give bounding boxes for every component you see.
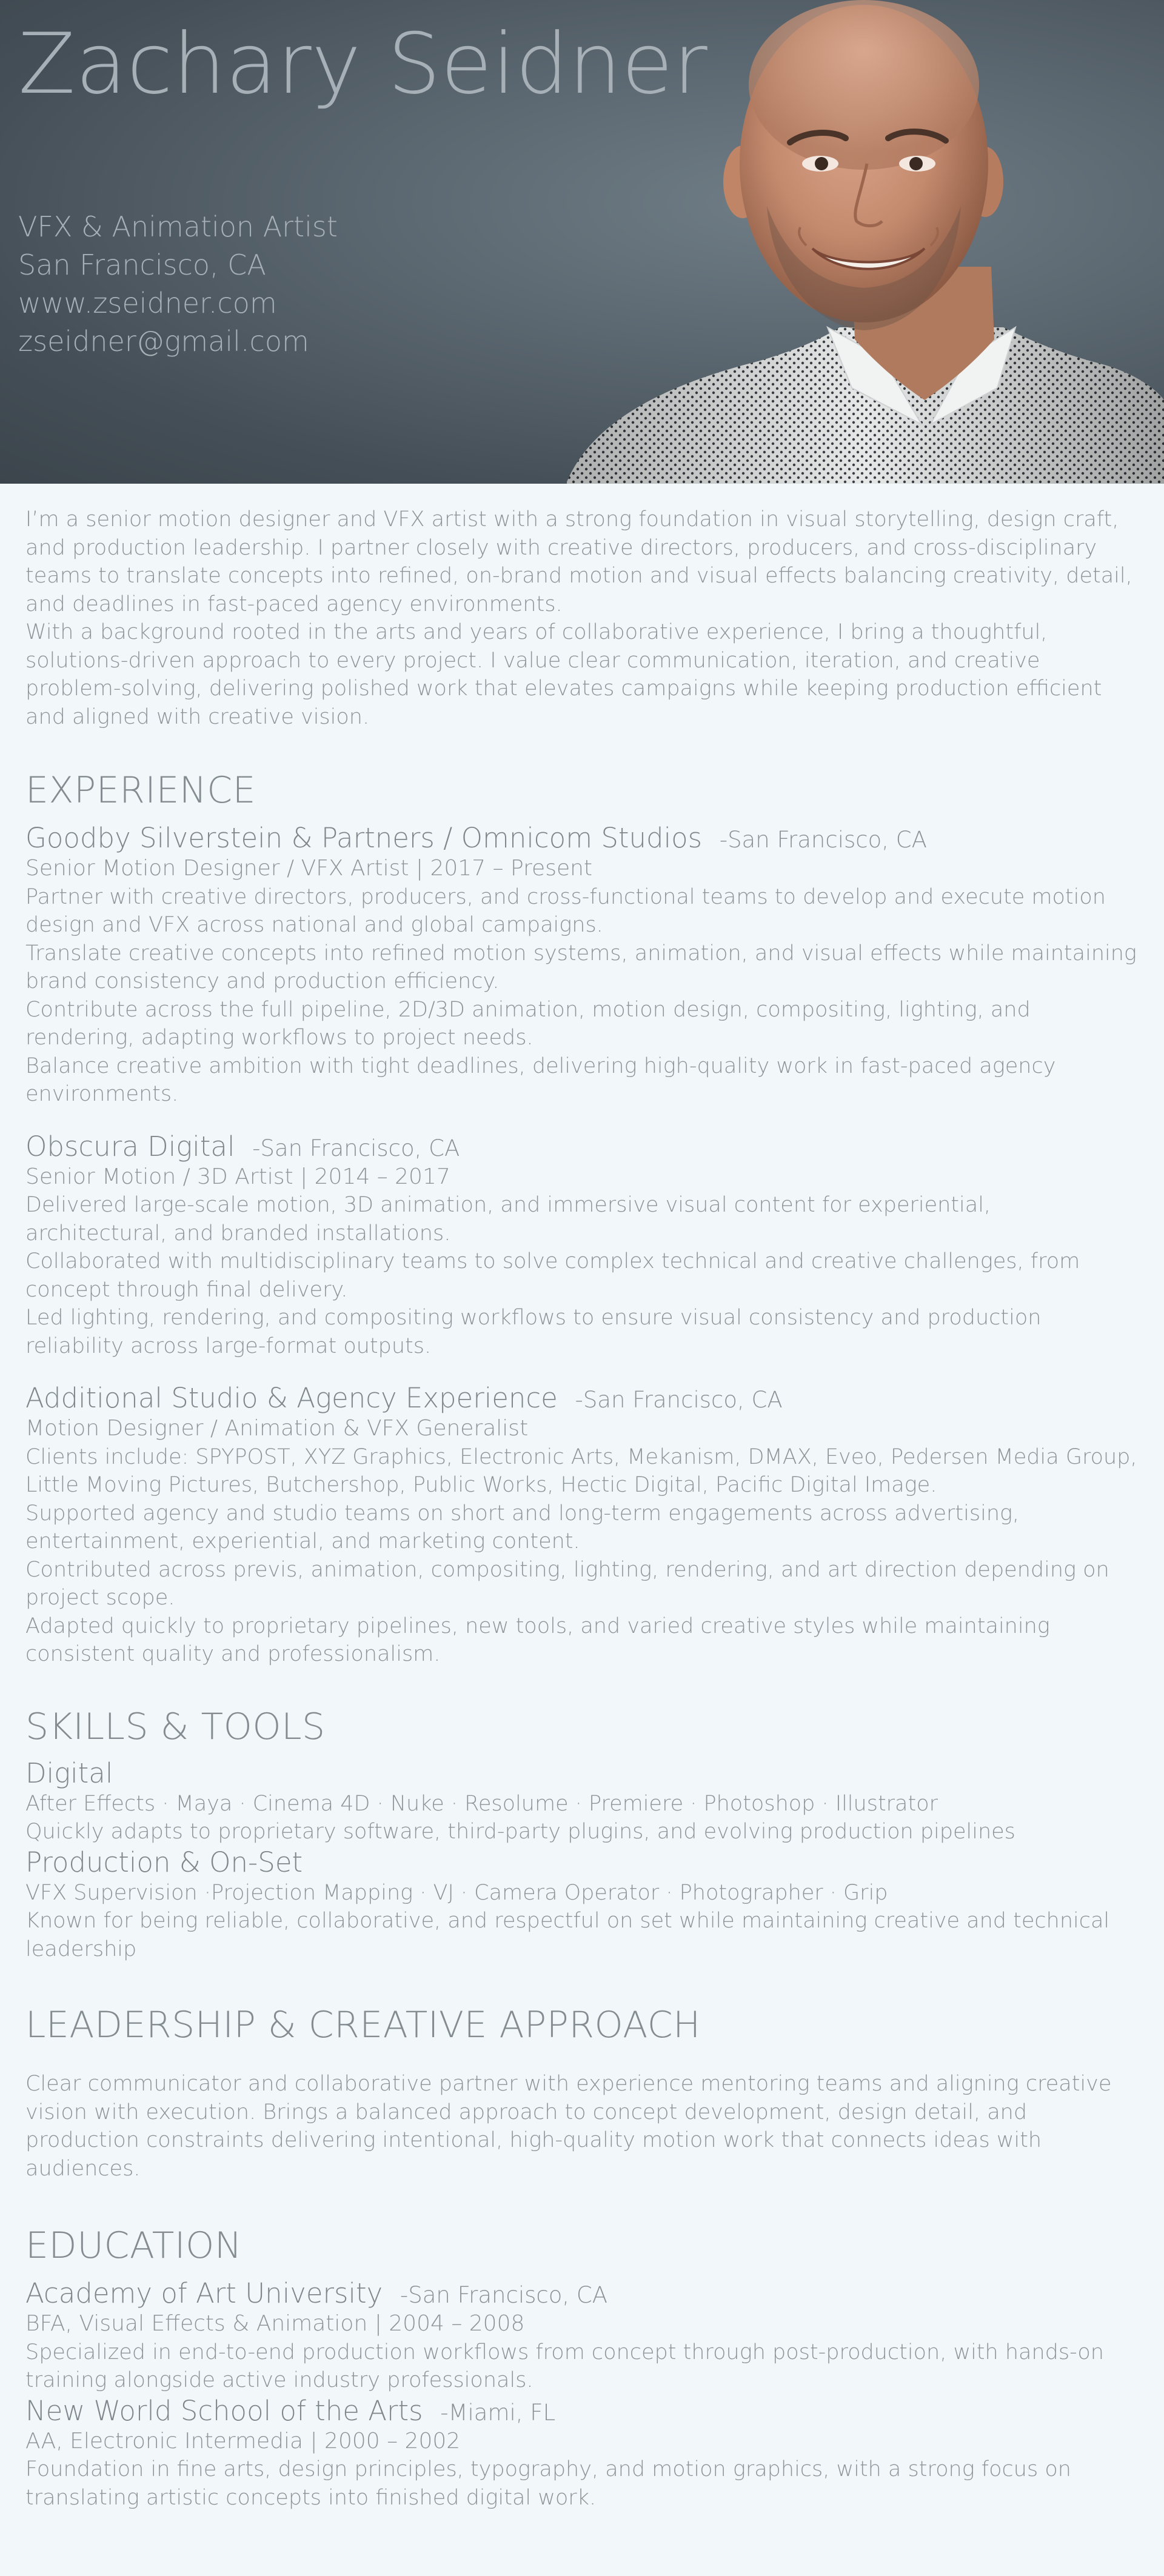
degree: AA, Electronic Intermedia | 2000 – 2002	[25, 2428, 461, 2454]
job-entry	[25, 1130, 1139, 1361]
job-bullet: Translate creative concepts into refined motion systems, animation, and visual effects while maintaining brand consistency and production efficiency.	[25, 941, 1137, 993]
company-name: Additional Studio & Agency Experience	[25, 1382, 558, 1414]
experience-heading: EXPERIENCE	[25, 769, 256, 812]
education-description: Specialized in end-to-end production workflows from concept through post-production, with hands-on training alongside active industry professionals.	[25, 2340, 1104, 2392]
skill-group-title: Digital	[25, 1757, 113, 1789]
skill-line: VFX Supervision ·Projection Mapping · VJ · Camera Operator · Photographer · Grip	[25, 1880, 888, 1905]
school-header	[25, 2277, 1139, 2310]
company-name: Goodby Silverstein & Partners / Omnicom Studios	[25, 822, 703, 854]
skill-line: Known for being reliable, collaborative, and respectful on set while maintaining creative and technical leadership	[25, 1909, 1110, 1961]
skill-group-title: Production & On-Set	[25, 1846, 303, 1878]
school-name: New World School of the Arts	[25, 2394, 423, 2427]
education-entry	[25, 2277, 1139, 2395]
education-description: Foundation in fine arts, design principles, typography, and motion graphics, with a strong focus on translating artistic concepts into finished digital work.	[25, 2457, 1071, 2510]
job-bullet: Contributed across previs, animation, compositing, lighting, rendering, and art direction depending on project scope.	[25, 1557, 1109, 1610]
skill-line: Quickly adapts to proprietary software, third-party plugins, and evolving production pipelines	[25, 1820, 1015, 1844]
job-location: -San Francisco, CA	[252, 1135, 460, 1161]
job-title: VFX & Animation Artist	[18, 210, 338, 243]
job-location: -San Francisco, CA	[575, 1387, 783, 1413]
skill-group	[25, 1757, 1139, 1846]
job-bullet: Delivered large-scale motion, 3D animation, and immersive visual content for experiential, architectural, and branded installations.	[25, 1193, 991, 1246]
school-name: Academy of Art University	[25, 2277, 383, 2309]
degree: BFA, Visual Effects & Animation | 2004 – 2008	[25, 2311, 525, 2336]
job-entry	[25, 1382, 1139, 1669]
job-role: Senior Motion Designer / VFX Artist | 2017 – Present	[25, 856, 593, 881]
education-entry	[25, 2395, 1139, 2512]
job-bullet: Contribute across the full pipeline, 2D/3D animation, motion design, compositing, lighting, and rendering, adapting workflows to project needs.	[25, 997, 1031, 1050]
intro-paragraph: With a background rooted in the arts and years of collaborative experience, I bring a thoughtful, solutions-driven approach to every project. I value clear communication, iteration, and creative problem-solving, delivering polished work that elevates campaigns while keeping production efficient and aligned with creative vision.	[25, 620, 1102, 729]
job-bullet: Led lighting, rendering, and compositing workflows to ensure visual consistency and production reliability across large-format outputs.	[25, 1306, 1042, 1358]
leadership-heading: LEADERSHIP & CREATIVE APPROACH	[25, 2004, 701, 2046]
location: San Francisco, CA	[18, 249, 266, 281]
job-header	[25, 1382, 1139, 1415]
email-link[interactable]: zseidner@gmail.com	[18, 325, 309, 358]
job-header	[25, 822, 1139, 855]
header-banner	[0, 0, 1164, 484]
job-entry	[25, 822, 1139, 1109]
contact-block	[18, 208, 338, 361]
job-bullet: Collaborated with multidisciplinary teams to solve complex technical and creative challenges, from concept through final delivery.	[25, 1249, 1080, 1302]
job-location: -San Francisco, CA	[719, 827, 927, 853]
education-heading: EDUCATION	[25, 2224, 242, 2267]
job-bullet: Adapted quickly to proprietary pipelines, new tools, and varied creative styles while maintaining consistent quality and professionalism.	[25, 1613, 1050, 1666]
skill-group	[25, 1846, 1139, 1964]
school-header	[25, 2395, 1139, 2428]
job-header	[25, 1130, 1139, 1163]
job-bullet: Balance creative ambition with tight deadlines, delivering high-quality work in fast-paced agency environments.	[25, 1053, 1056, 1106]
person-name: Zachary Seidner	[18, 15, 707, 113]
leadership-paragraph: Clear communicator and collaborative partner with experience mentoring teams and aligning creative vision with execution. Brings a balanced approach to concept development, design detail, and production constraints delivering intentional, high-quality motion work that connects ideas with audiences.	[25, 2072, 1112, 2181]
job-role: Motion Designer / Animation & VFX Generalist	[25, 1416, 529, 1441]
job-role: Senior Motion / 3D Artist | 2014 – 2017	[25, 1164, 450, 1189]
job-bullet: Clients include: SPYPOST, XYZ Graphics, Electronic Arts, Mekanism, DMAX, Eveo, Pedersen Media Group, Little Moving Pictures, Butchershop, Public Works, Hectic Digital, Pacific Digital Image.	[25, 1444, 1137, 1497]
website-link[interactable]: www.zseidner.com	[18, 287, 277, 319]
school-location: -San Francisco, CA	[400, 2282, 608, 2308]
resume-content	[0, 484, 1164, 2512]
job-bullet: Partner with creative directors, producers, and cross-functional teams to develop and execute motion design and VFX across national and global campaigns.	[25, 884, 1106, 937]
skill-line: After Effects · Maya · Cinema 4D · Nuke · Resolume · Premiere · Photoshop · Illustrator	[25, 1791, 938, 1816]
portrait-photo	[567, 0, 1164, 484]
skills-heading: SKILLS & TOOLS	[25, 1705, 326, 1748]
intro-paragraph: I’m a senior motion designer and VFX artist with a strong foundation in visual storytelling, design craft, and production leadership. I partner closely with creative directors, producers, and cross-disciplinary teams to translate concepts into refined, on-brand motion and visual effects balancing creativity, detail, and deadlines in fast-paced agency environments.	[25, 507, 1132, 616]
school-location: -Miami, FL	[440, 2399, 556, 2426]
intro-section	[25, 506, 1139, 731]
company-name: Obscura Digital	[25, 1130, 235, 1163]
job-bullet: Supported agency and studio teams on short and long-term engagements across advertising, entertainment, experiential, and marketing content.	[25, 1501, 1020, 1553]
